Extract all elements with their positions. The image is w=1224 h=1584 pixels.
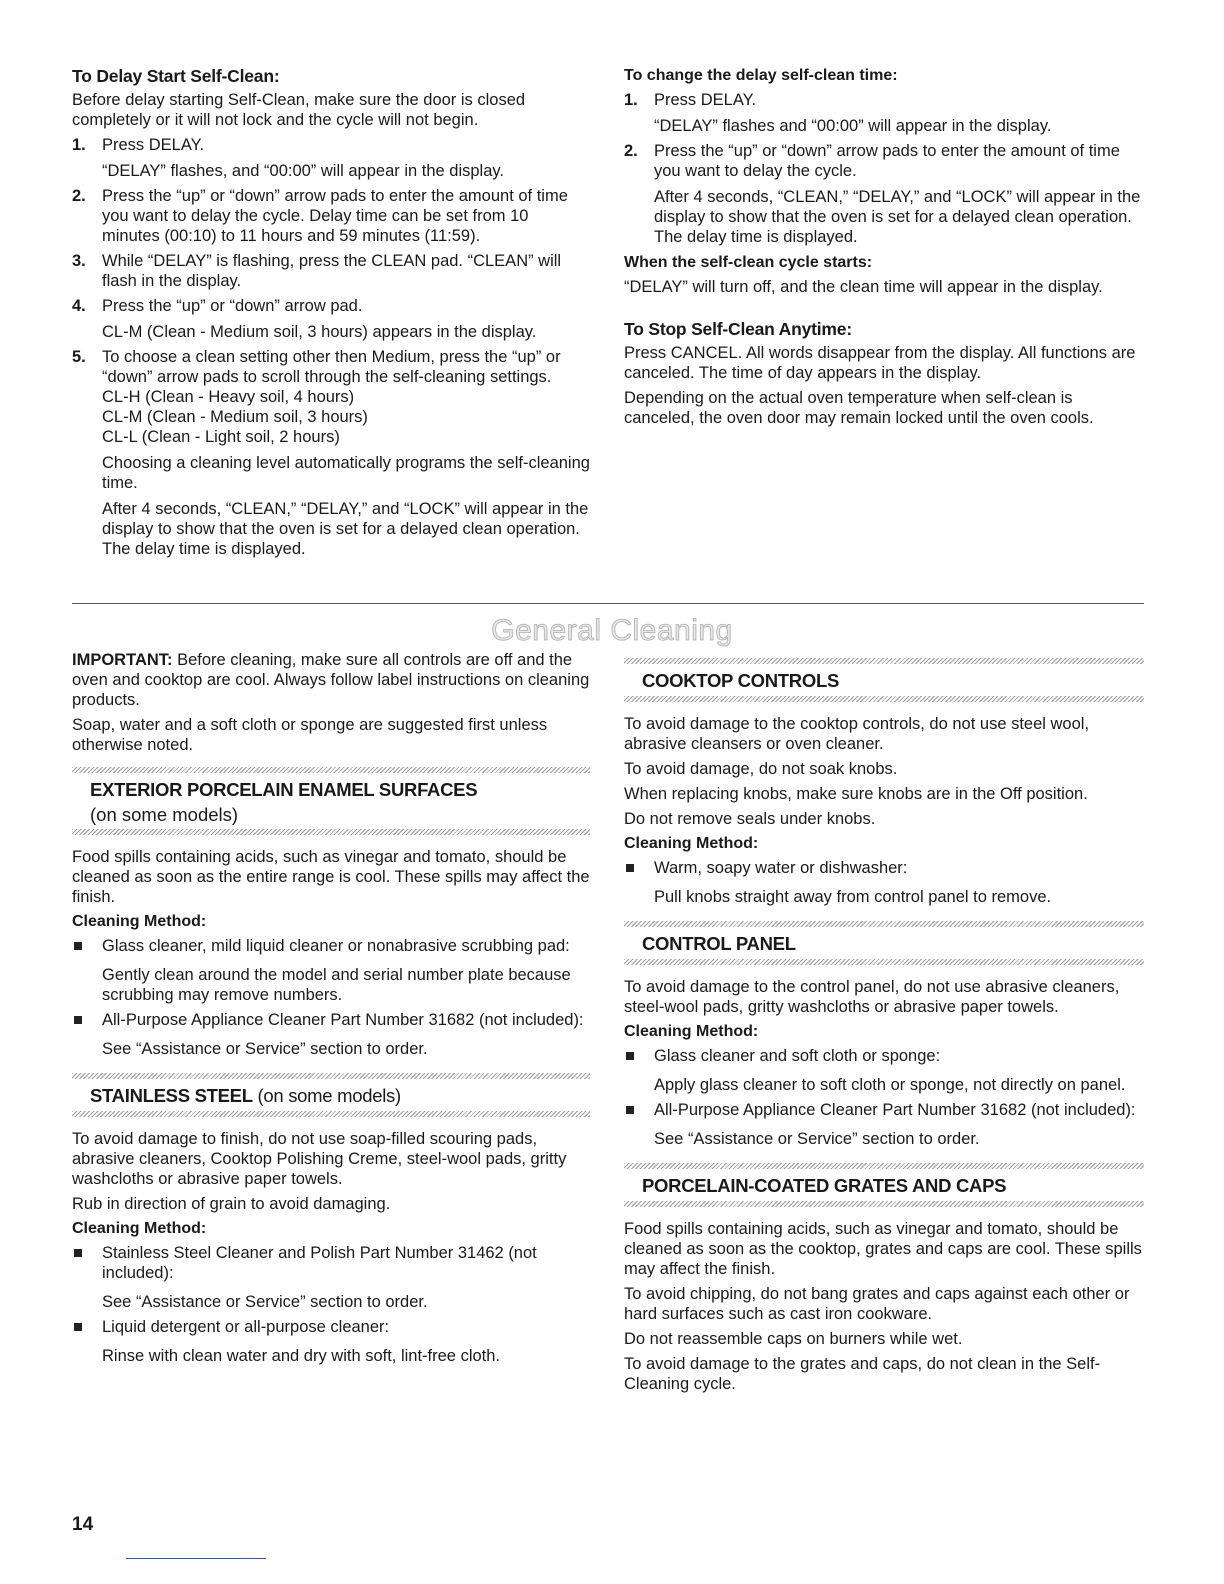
method-note: Gently clean around the model and serial number plate because scrubbing may remove numbers.	[102, 966, 571, 1004]
cooktop-controls-title: COOKTOP CONTROLS	[642, 670, 840, 691]
hatch-bar	[72, 829, 590, 835]
important-label: IMPORTANT:	[72, 651, 173, 669]
delay-start-intro: Before delay starting Self-Clean, make sure the door is closed completely or it will not lock and the cycle will not begin.	[72, 91, 526, 129]
stainless-text: To avoid damage to finish, do not use soap-filled scouring pads, abrasive cleaners, Cooktop Polishing Creme, steel-wool pads, gritty washcloths or abrasive paper towels.	[72, 1130, 567, 1188]
method-text: Glass cleaner and soft cloth or sponge:	[654, 1047, 941, 1065]
hatch-bar	[624, 1201, 1144, 1207]
square-bullet-icon	[74, 1249, 82, 1257]
exterior-text: Food spills containing acids, such as vinegar and tomato, should be cleaned as soon as the entire range is cool. These spills may affect the finish.	[72, 848, 590, 906]
method-text: Warm, soapy water or dishwasher:	[654, 859, 908, 877]
section-divider	[72, 603, 1144, 604]
footer-line	[126, 1558, 266, 1559]
step-number: 5.	[72, 348, 86, 366]
stainless-title-text: STAINLESS STEEL	[90, 1085, 253, 1106]
step-number: 3.	[72, 252, 86, 270]
square-bullet-icon	[626, 1052, 634, 1060]
stainless-section-header	[72, 1073, 590, 1117]
general-cleaning-right-column	[624, 650, 1144, 1399]
list-item	[72, 186, 590, 246]
clean-setting-medium: CL-M (Clean - Medium soil, 3 hours)	[102, 408, 368, 426]
step-text: Press DELAY.	[102, 136, 205, 154]
cooktop-controls-seals-text: Do not remove seals under knobs.	[624, 810, 876, 828]
exterior-subtitle: (on some models)	[90, 804, 239, 825]
step-number: 2.	[72, 187, 86, 205]
clean-setting-heavy: CL-H (Clean - Heavy soil, 4 hours)	[102, 388, 355, 406]
list-item	[72, 1243, 590, 1312]
step-number: 1.	[72, 136, 86, 154]
exterior-section-header	[72, 767, 590, 835]
step-number: 1.	[624, 91, 638, 109]
method-text: All-Purpose Appliance Cleaner Part Number 31682 (not included):	[654, 1101, 1136, 1119]
list-item	[72, 936, 590, 1005]
delay-start-heading: To Delay Start Self-Clean:	[72, 66, 280, 86]
grates-chipping-text: To avoid chipping, do not bang grates and caps against each other or hard surfaces such as cast iron cookware.	[624, 1285, 1130, 1323]
grates-wet-text: Do not reassemble caps on burners while wet.	[624, 1330, 963, 1348]
cooktop-methods	[624, 858, 1144, 907]
square-bullet-icon	[626, 864, 634, 872]
stainless-subtitle: (on some models)	[252, 1085, 401, 1106]
grates-title: PORCELAIN-COATED GRATES AND CAPS	[642, 1175, 1007, 1196]
method-note: Apply glass cleaner to soft cloth or sponge, not directly on panel.	[654, 1076, 1126, 1094]
method-text: All-Purpose Appliance Cleaner Part Number 31682 (not included):	[102, 1011, 584, 1029]
list-item	[72, 347, 590, 559]
method-text: Glass cleaner, mild liquid cleaner or nonabrasive scrubbing pad:	[102, 937, 570, 955]
cycle-starts-heading: When the self-clean cycle starts:	[624, 254, 873, 271]
delay-start-section	[72, 66, 590, 564]
general-cleaning-left-column	[72, 650, 590, 1371]
list-item	[624, 1100, 1144, 1149]
stainless-grain-text: Rub in direction of grain to avoid damaging.	[72, 1195, 391, 1213]
stop-clean-text: Press CANCEL. All words disappear from the display. All functions are canceled. The time of day appears in the display.	[624, 344, 1136, 382]
step-text: To choose a clean setting other then Medium, press the “up” or “down” arrow pads to scroll through the self-cleaning settings.	[102, 348, 561, 386]
step-note: CL-M (Clean - Medium soil, 3 hours) appears in the display.	[102, 323, 537, 341]
exterior-methods	[72, 936, 590, 1059]
cooktop-controls-replace-text: When replacing knobs, make sure knobs are in the Off position.	[624, 785, 1088, 803]
step-text: While “DELAY” is flashing, press the CLEAN pad. “CLEAN” will flash in the display.	[102, 252, 562, 290]
general-cleaning-title: General Cleaning	[491, 614, 733, 647]
general-intro-text: Soap, water and a soft cloth or sponge are suggested first unless otherwise noted.	[72, 716, 548, 754]
list-item	[72, 251, 590, 291]
step-number: 4.	[72, 297, 86, 315]
hatch-bar	[624, 959, 1144, 965]
grates-header	[624, 1163, 1144, 1207]
method-note: Pull knobs straight away from control panel to remove.	[654, 888, 1052, 906]
list-item	[624, 1046, 1144, 1095]
step-text: Press DELAY.	[654, 91, 757, 109]
cooktop-controls-soak-text: To avoid damage, do not soak knobs.	[624, 760, 898, 778]
list-item	[72, 1010, 590, 1059]
change-delay-section	[624, 66, 1144, 433]
method-note: See “Assistance or Service” section to order.	[102, 1293, 428, 1311]
list-item	[624, 90, 1144, 136]
square-bullet-icon	[626, 1106, 634, 1114]
control-panel-title: CONTROL PANEL	[642, 933, 796, 954]
grates-text: Food spills containing acids, such as vinegar and tomato, should be cleaned as soon as the cooktop, grates and caps are cool. These spills may affect the finish.	[624, 1220, 1142, 1278]
square-bullet-icon	[74, 942, 82, 950]
change-delay-steps	[624, 90, 1144, 247]
step-note: “DELAY” flashes, and “00:00” will appear in the display.	[102, 162, 505, 180]
list-item	[72, 296, 590, 342]
control-panel-header	[624, 921, 1144, 965]
stainless-title	[72, 1079, 590, 1111]
step-note: Choosing a cleaning level automatically programs the self-cleaning time.	[102, 454, 590, 492]
grates-selfclean-text: To avoid damage to the grates and caps, do not clean in the Self-Cleaning cycle.	[624, 1355, 1101, 1393]
stop-clean-note: Depending on the actual oven temperature when self-clean is canceled, the oven door may remain locked until the oven cools.	[624, 389, 1094, 427]
method-text: Stainless Steel Cleaner and Polish Part Number 31462 (not included):	[102, 1244, 537, 1282]
important-text: Before cleaning, make sure all controls are off and the oven and cooktop are cool. Always follow label instructions on cleaning products.	[72, 651, 590, 709]
list-item	[72, 135, 590, 181]
exterior-method-label: Cleaning Method:	[72, 913, 207, 930]
exterior-title: EXTERIOR PORCELAIN ENAMEL SURFACES	[90, 779, 478, 800]
delay-start-steps	[72, 135, 590, 559]
important-note	[72, 650, 590, 710]
step-note: After 4 seconds, “CLEAN,” “DELAY,” and “LOCK” will appear in the display to show that the oven is set for a delayed clean operation. The delay time is displayed.	[654, 188, 1141, 246]
list-item	[72, 1317, 590, 1366]
step-note: “DELAY” flashes and “00:00” will appear in the display.	[654, 117, 1052, 135]
control-panel-methods	[624, 1046, 1144, 1149]
cycle-starts-text: “DELAY” will turn off, and the clean time will appear in the display.	[624, 278, 1103, 296]
page-number: 14	[72, 1514, 94, 1535]
step-text: Press the “up” or “down” arrow pads to enter the amount of time you want to delay the cycle.	[654, 142, 1120, 180]
control-panel-text: To avoid damage to the control panel, do not use abrasive cleaners, steel-wool pads, gritty washcloths or abrasive paper towels.	[624, 978, 1120, 1016]
hatch-bar	[624, 696, 1144, 702]
method-note: See “Assistance or Service” section to order.	[654, 1130, 980, 1148]
list-item	[624, 141, 1144, 247]
method-note: See “Assistance or Service” section to order.	[102, 1040, 428, 1058]
control-panel-method-label: Cleaning Method:	[624, 1023, 759, 1040]
cooktop-controls-text: To avoid damage to the cooktop controls, do not use steel wool, abrasive cleansers or oven cleaner.	[624, 715, 1090, 753]
step-text: Press the “up” or “down” arrow pad.	[102, 297, 363, 315]
list-item	[624, 858, 1144, 907]
cooktop-method-label: Cleaning Method:	[624, 835, 759, 852]
cooktop-controls-header	[624, 658, 1144, 702]
step-note: After 4 seconds, “CLEAN,” “DELAY,” and “LOCK” will appear in the display to show that the oven is set for a delayed clean operation. The delay time is displayed.	[102, 500, 589, 558]
square-bullet-icon	[74, 1016, 82, 1024]
square-bullet-icon	[74, 1323, 82, 1331]
change-delay-heading: To change the delay self-clean time:	[624, 67, 898, 84]
hatch-bar	[72, 1111, 590, 1117]
method-note: Rinse with clean water and dry with soft, lint-free cloth.	[102, 1347, 501, 1365]
stainless-method-label: Cleaning Method:	[72, 1220, 207, 1237]
step-number: 2.	[624, 142, 638, 160]
method-text: Liquid detergent or all-purpose cleaner:	[102, 1318, 390, 1336]
stainless-methods	[72, 1243, 590, 1366]
step-text: Press the “up” or “down” arrow pads to enter the amount of time you want to delay the cycle. Delay time can be set from 10 minutes (00:10) to 11 hours and 59 minutes (11:59).	[102, 187, 568, 245]
stop-clean-heading: To Stop Self-Clean Anytime:	[624, 319, 852, 339]
clean-setting-light: CL-L (Clean - Light soil, 2 hours)	[102, 428, 340, 446]
